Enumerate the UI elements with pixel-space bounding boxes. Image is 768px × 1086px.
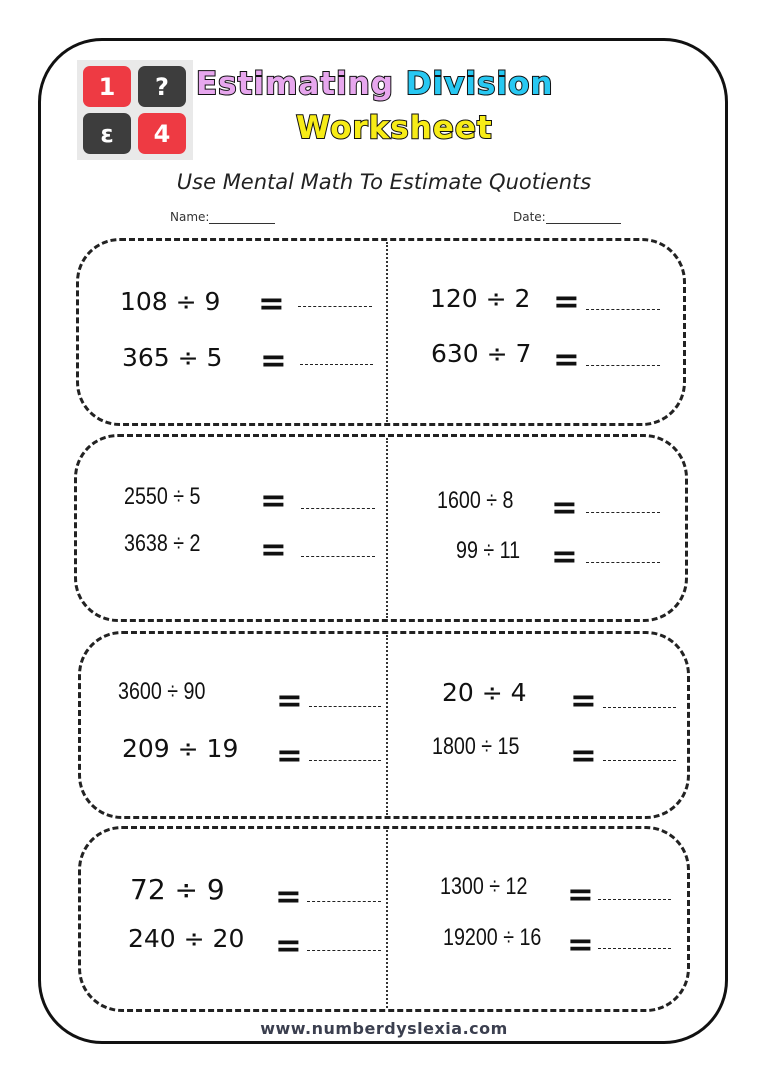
page-title <box>196 66 616 102</box>
problem-4-left-1: 72 ÷ 9 <box>130 873 225 906</box>
logo-tile-3: ε <box>83 113 131 154</box>
answer-line[interactable] <box>307 901 381 902</box>
logo-tile-1: 1 <box>83 66 131 107</box>
equals-sign: = <box>567 875 594 913</box>
equals-sign: = <box>276 736 303 774</box>
answer-line[interactable] <box>603 707 676 708</box>
answer-line[interactable] <box>298 306 372 307</box>
problem-2-left-2: 3638 ÷ 2 <box>124 530 201 557</box>
equals-sign: = <box>276 681 303 719</box>
problem-box-4 <box>78 826 690 1012</box>
equals-sign: = <box>570 736 597 774</box>
box-divider <box>386 635 388 815</box>
answer-line[interactable] <box>586 309 660 310</box>
equals-sign: = <box>275 877 302 915</box>
problem-box-2 <box>74 434 688 622</box>
answer-line[interactable] <box>301 508 375 509</box>
answer-line[interactable] <box>586 365 660 366</box>
answer-line[interactable] <box>598 948 671 949</box>
problem-2-right-1: 1600 ÷ 8 <box>437 487 514 514</box>
answer-line[interactable] <box>301 556 375 557</box>
problem-1-left-2: 365 ÷ 5 <box>122 343 223 372</box>
answer-line[interactable] <box>307 950 381 951</box>
equals-sign: = <box>553 340 580 378</box>
subtitle: Use Mental Math To Estimate Quotients <box>176 170 592 194</box>
problem-4-right-1: 1300 ÷ 12 <box>440 873 528 900</box>
equals-sign: = <box>553 282 580 320</box>
answer-line[interactable] <box>603 760 676 761</box>
name-blank[interactable] <box>209 223 275 224</box>
problem-1-right-1: 120 ÷ 2 <box>430 284 531 313</box>
equals-sign: = <box>570 681 597 719</box>
logo-tile-2: ? <box>138 66 186 107</box>
equals-sign: = <box>260 341 287 379</box>
footer-url: www.numberdyslexia.com <box>260 1019 508 1038</box>
problem-3-left-2: 209 ÷ 19 <box>122 734 239 763</box>
equals-sign: = <box>275 926 302 964</box>
answer-line[interactable] <box>309 706 381 707</box>
logo-tile-4: 4 <box>138 113 186 154</box>
equals-sign: = <box>567 925 594 963</box>
date-label: Date: <box>513 210 546 224</box>
problem-box-1 <box>76 238 686 426</box>
answer-line[interactable] <box>309 760 381 761</box>
equals-sign: = <box>258 284 285 322</box>
logo <box>77 60 193 160</box>
date-field[interactable] <box>513 210 621 224</box>
equals-sign: = <box>551 537 578 575</box>
problem-3-right-1: 20 ÷ 4 <box>442 678 527 707</box>
problem-3-right-2: 1800 ÷ 15 <box>432 733 520 760</box>
problem-4-left-2: 240 ÷ 20 <box>128 924 245 953</box>
problem-1-left-1: 108 ÷ 9 <box>120 287 221 316</box>
box-divider <box>386 830 388 1008</box>
box-divider <box>386 242 388 422</box>
problem-2-right-2: 99 ÷ 11 <box>456 537 521 564</box>
title-worksheet: Worksheet <box>296 110 493 146</box>
title-division: Division <box>405 66 554 102</box>
problem-1-right-2: 630 ÷ 7 <box>431 339 532 368</box>
equals-sign: = <box>260 481 287 519</box>
answer-line[interactable] <box>598 899 671 900</box>
page-title-line-2 <box>296 110 516 146</box>
equals-sign: = <box>260 530 287 568</box>
problem-3-left-1: 3600 ÷ 90 <box>118 678 206 705</box>
problem-2-left-1: 2550 ÷ 5 <box>124 483 201 510</box>
title-estimating: Estimating <box>196 66 394 102</box>
name-field[interactable] <box>170 210 275 224</box>
date-blank[interactable] <box>546 223 621 224</box>
name-label: Name: <box>170 210 210 224</box>
equals-sign: = <box>551 488 578 526</box>
problem-4-right-2: 19200 ÷ 16 <box>443 924 542 951</box>
answer-line[interactable] <box>586 512 660 513</box>
answer-line[interactable] <box>586 562 660 563</box>
problem-box-3 <box>78 631 690 819</box>
box-divider <box>386 438 388 618</box>
answer-line[interactable] <box>300 364 373 365</box>
